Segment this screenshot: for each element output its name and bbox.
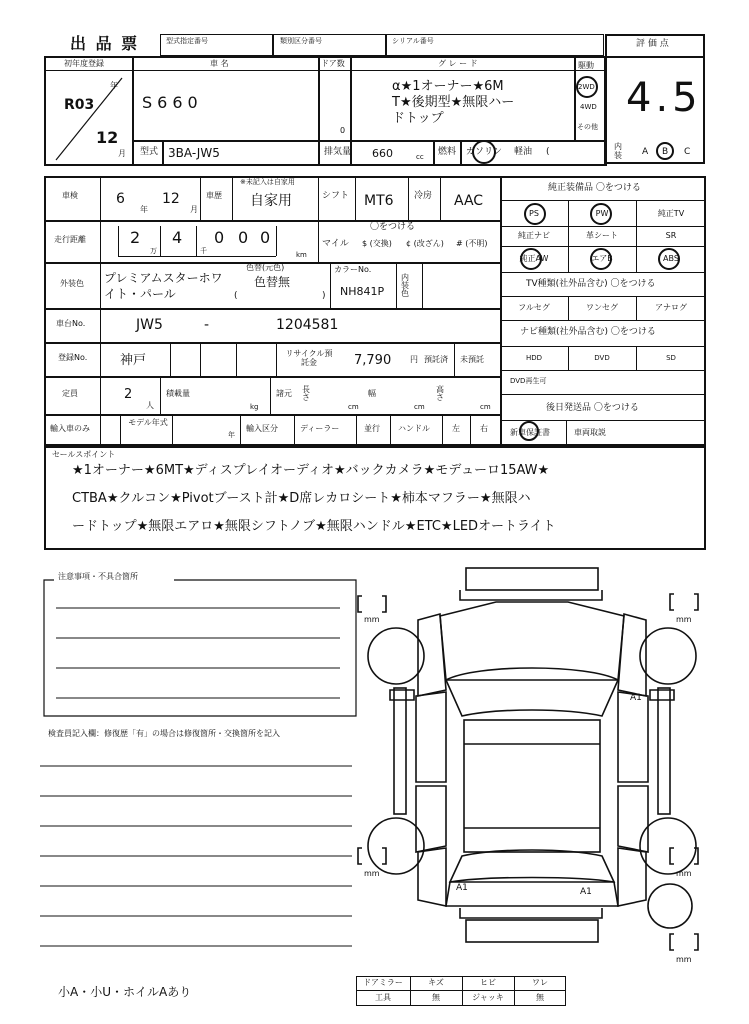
import-class-label: 輸入区分	[246, 424, 278, 433]
model-label: 型式	[140, 147, 159, 157]
fuel-gasoline: ガソリン	[466, 147, 503, 157]
drive-label: 駆動	[578, 61, 594, 70]
interior-c: C	[684, 147, 691, 157]
equip-pw-circle	[590, 203, 612, 225]
fuel-paren: (	[546, 147, 550, 157]
chassis-number: 1204581	[276, 317, 339, 333]
interior-a: A	[642, 147, 649, 157]
recycle-label: リサイクル預託金	[285, 349, 333, 367]
mark-a1-rear-left: A1	[456, 883, 468, 893]
id-row	[160, 34, 604, 56]
equip-pw: PW	[595, 209, 609, 218]
form-title: 出 品 票	[70, 34, 140, 53]
equip-aw-circle	[520, 248, 542, 270]
dvd-playable: DVD再生可	[510, 377, 547, 385]
mark-a1-right: A1	[630, 693, 642, 703]
mile-opt-3: # (不明)	[456, 239, 488, 248]
equip-ps-circle	[524, 203, 546, 225]
legend-v4: 無	[536, 993, 544, 1002]
sales-line-1: ★1オーナー★6MT★ディスプレイオーディオ★バックカメラ★モデューロ15AW★	[72, 463, 550, 478]
inspection-year-unit: 年	[140, 205, 148, 214]
legend-h1: ドアミラー	[363, 978, 403, 987]
tv-title: TV種類(社外品含む) 〇をつける	[526, 279, 656, 289]
width-label: 幅	[368, 389, 376, 398]
history-value: 自家用	[250, 193, 292, 209]
grade-line1: α★1オーナー★6M	[392, 79, 504, 94]
capacity-unit: 人	[146, 401, 154, 410]
mile-mark-label: 〇をつける	[370, 222, 416, 232]
type-cert-label: 型式指定番号	[166, 37, 208, 45]
later-warranty: 新車保証書	[510, 428, 550, 437]
color-change-value: 色替無	[254, 275, 291, 289]
legend-v3: ジャッキ	[472, 993, 504, 1002]
month-unit: 月	[118, 149, 126, 158]
later-warranty-circle	[519, 421, 539, 441]
recycle-paid: 預託済	[424, 355, 448, 364]
import-label: 輸入車のみ	[50, 424, 90, 433]
mile-label: マイル	[322, 239, 349, 249]
width-cm: cm	[414, 403, 425, 411]
color-value-1: プレミアムスターホワ	[104, 271, 223, 285]
tv-analog: アナログ	[655, 303, 687, 312]
displacement-label: 排気量	[324, 147, 352, 157]
equip-abs-circle	[658, 248, 680, 270]
chassis-prefix: JW5	[136, 317, 163, 333]
height-label: 高さ	[436, 385, 444, 402]
color-change-paren-r: )	[322, 291, 326, 301]
model-year-label: モデル年式	[128, 418, 168, 427]
car-damage-diagram	[356, 560, 712, 980]
mile-opt-2: ¢ (改ざん)	[406, 239, 444, 248]
grade-line2: T★後期型★無限ハー	[392, 95, 515, 110]
sales-line-2: CTBA★クルコン★Pivotブースト計★D席レカロシート★柿本マフラー★無限ハ	[72, 491, 531, 506]
equip-leather: 革シート	[586, 231, 618, 240]
mile-opt-1: $ (交換)	[362, 239, 392, 248]
interior-label: 内装	[614, 142, 622, 160]
equip-airbag: エアB	[591, 254, 613, 263]
navi-dvd: DVD	[594, 354, 610, 362]
model-year-unit: 年	[228, 431, 235, 439]
handle-label: ハンドル	[398, 424, 430, 433]
mileage-digit-5: 0	[260, 228, 271, 247]
era-year: R03	[64, 97, 95, 113]
fuel-label: 燃料	[438, 147, 457, 157]
history-note: ※未記入は自家用	[240, 178, 295, 186]
sales-label: セールスポイント	[52, 450, 116, 459]
color-change-label: 色替(元色)	[246, 263, 285, 272]
ac-value: AAC	[454, 193, 484, 209]
reg-no-value: 神戸	[120, 353, 147, 368]
color-change-paren-l: (	[234, 291, 238, 301]
later-manual: 車両取説	[574, 428, 606, 437]
drive-2wd-circle	[576, 76, 598, 98]
color-label: 外装色	[60, 279, 84, 288]
mileage-man: 万	[150, 247, 157, 255]
length-cm: cm	[348, 403, 359, 411]
mm-spare: mm	[676, 955, 692, 964]
drive-2wd: 2WD	[578, 83, 595, 91]
equip-ps: PS	[529, 209, 539, 218]
mileage-label: 走行距離	[54, 235, 86, 244]
drive-4wd: 4WD	[580, 103, 597, 111]
inspector-lines	[40, 740, 360, 960]
color-no-value: NH841P	[340, 285, 385, 298]
mileage-digit-1: 2	[130, 228, 141, 247]
legend-h2: キズ	[428, 978, 444, 987]
inspector-label: 検査員記入欄：修復歴「有」の場合は修復箇所・交換箇所を記入	[48, 729, 280, 738]
mm-rear-right: mm	[676, 869, 692, 878]
history-label: 車歴	[206, 191, 222, 200]
equip-navi: 純正ナビ	[518, 231, 550, 240]
dims-label: 諸元	[276, 389, 292, 398]
fuel-gasoline-circle	[472, 140, 496, 164]
mm-front-left: mm	[364, 615, 380, 624]
equip-airbag-circle	[590, 248, 612, 270]
interior-color-label: 内装色	[401, 273, 409, 298]
grade-line3: ドトップ	[392, 111, 444, 126]
class-label: 類別区分番号	[280, 37, 322, 45]
mileage-km: km	[296, 251, 307, 259]
mileage-digit-3: 0	[214, 228, 225, 247]
dealer-label: ディーラー	[300, 424, 340, 433]
capacity-value: 2	[124, 387, 133, 402]
navi-sd: SD	[666, 354, 676, 362]
interior-b-circle	[656, 142, 674, 160]
drive-other: その他	[577, 123, 598, 131]
shift-value: MT6	[364, 193, 394, 209]
score-value: 4.5	[626, 75, 702, 121]
caution-lines	[40, 576, 360, 720]
doors-label: ドア数	[321, 59, 345, 68]
car-name-label: 車 名	[210, 59, 229, 68]
recycle-unit: 円	[410, 355, 418, 364]
tv-oneseg: ワンセグ	[586, 303, 618, 312]
tv-fullseg: フルセグ	[518, 303, 550, 312]
car-name: S660	[142, 93, 203, 112]
ac-label: 冷房	[414, 191, 433, 201]
color-no-label: カラーNo.	[334, 265, 372, 274]
equip-aw: 純正AW	[519, 254, 549, 263]
later-title: 後日発送品 〇をつける	[546, 403, 639, 413]
inspection-month: 12	[162, 191, 180, 207]
inspection-label: 車検	[62, 191, 78, 200]
load-unit: kg	[250, 403, 259, 411]
handle-left: 左	[452, 424, 460, 433]
equip-sr: SR	[665, 231, 677, 240]
chassis-dash: -	[204, 317, 210, 333]
mm-front-right: mm	[676, 615, 692, 624]
mileage-digit-2: 4	[172, 228, 183, 247]
load-label: 積載量	[166, 389, 190, 398]
recycle-unpaid: 未預託	[460, 355, 484, 364]
inspection-year: 6	[116, 191, 125, 207]
chassis-label: 車台No.	[56, 319, 86, 328]
mm-rear-left: mm	[364, 869, 380, 878]
inspection-month-unit: 月	[190, 205, 198, 214]
color-value-2: イト・パール	[104, 287, 176, 301]
grade-label: グ レ ー ド	[438, 59, 478, 68]
legend-h3: ヒビ	[480, 978, 496, 987]
interior-b: B	[662, 147, 669, 157]
capacity-label: 定員	[62, 389, 78, 398]
score-label: 評 価 点	[636, 39, 669, 49]
legend-h4: ワレ	[532, 978, 548, 987]
navi-title: ナビ種類(社外品含む) 〇をつける	[520, 327, 656, 337]
caution-label: 注意事項・不具合箇所	[58, 572, 138, 581]
navi-hdd: HDD	[525, 354, 543, 362]
year-unit: 年	[110, 81, 118, 90]
equipment-title: 純正装備品 〇をつける	[548, 183, 641, 193]
reg-month: 12	[96, 128, 119, 147]
shift-label: シフト	[322, 191, 350, 201]
equip-abs: ABS	[663, 254, 679, 263]
equip-tv: 純正TV	[657, 209, 685, 218]
bottom-note: 小A・小U・ホイルAあり	[58, 985, 192, 999]
handle-right: 右	[480, 424, 488, 433]
model-value: 3BA-JW5	[168, 146, 220, 160]
mileage-sen: 千	[200, 247, 207, 255]
reg-no-label: 登録No.	[58, 353, 88, 362]
legend-v2: 無	[432, 993, 440, 1002]
displacement-unit: cc	[416, 153, 424, 161]
sales-line-3: ードトップ★無限エアロ★無限シフトノブ★無限ハンドル★ETC★LEDオートライト	[72, 519, 556, 534]
fuel-diesel: 軽油	[514, 147, 533, 157]
mileage-digit-4: 0	[238, 228, 249, 247]
serial-label: シリアル番号	[392, 37, 434, 45]
first-reg-label: 初年度登録	[64, 59, 104, 68]
mark-a1-rear-right: A1	[580, 887, 592, 897]
recycle-value: 7,790	[354, 353, 392, 368]
legend-v1: 工具	[375, 993, 391, 1002]
displacement-value: 660	[372, 147, 393, 160]
doors-value: 0	[340, 126, 346, 135]
length-label: 長さ	[302, 385, 310, 402]
height-cm: cm	[480, 403, 491, 411]
parallel-label: 並行	[364, 424, 380, 433]
